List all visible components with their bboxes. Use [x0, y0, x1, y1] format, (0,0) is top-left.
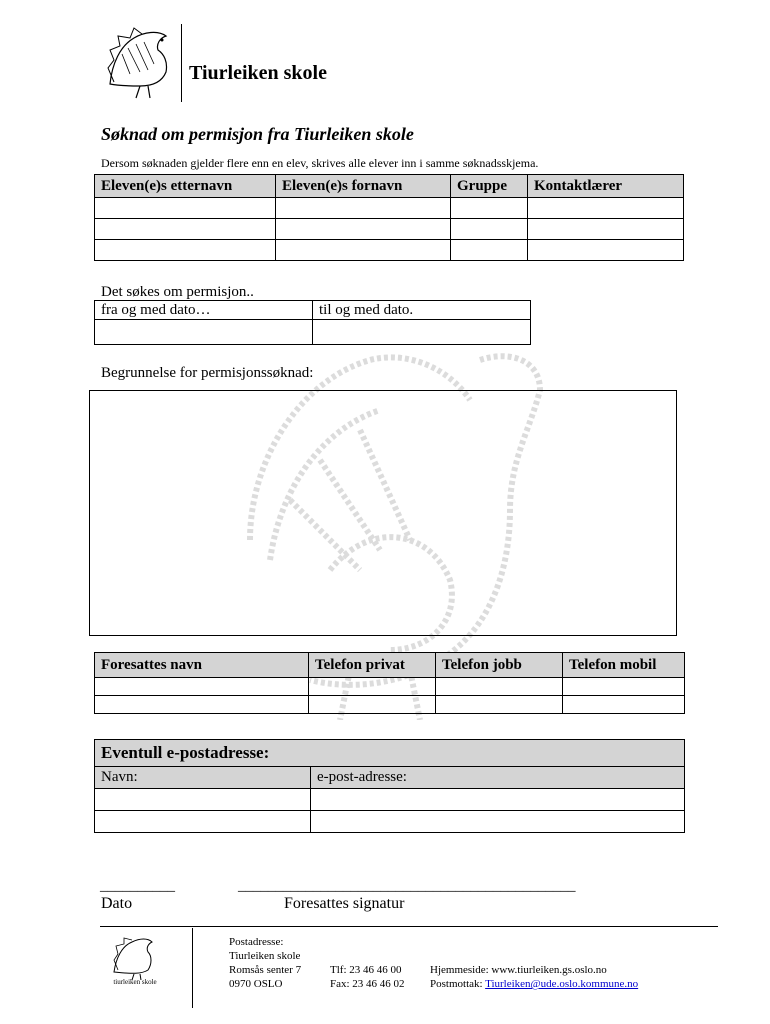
- guardian-name-cell[interactable]: [95, 678, 309, 696]
- guardian-signature-label: Foresattes signatur: [284, 895, 405, 912]
- students-table: [94, 174, 684, 261]
- phone-mobile-cell[interactable]: [563, 696, 685, 714]
- phone-mobile-cell[interactable]: [563, 678, 685, 696]
- footer-homepage: Hjemmeside: www.tiurleiken.gs.oslo.no: [430, 964, 607, 976]
- footer-address: [229, 935, 301, 991]
- firstname-cell[interactable]: [276, 240, 451, 261]
- footer-divider: [100, 926, 718, 927]
- column-header-surname: Eleven(e)s etternavn: [95, 175, 276, 198]
- group-cell[interactable]: [451, 240, 528, 261]
- date-label: Dato: [101, 895, 133, 912]
- permission-heading: Det søkes om permisjon..: [101, 284, 254, 300]
- footer-vertical-divider: [192, 928, 193, 1008]
- to-date-field[interactable]: [313, 320, 531, 345]
- column-header-phone-private: Telefon privat: [309, 653, 436, 678]
- school-logo-icon: [100, 24, 180, 100]
- to-date-label: til og med dato.: [313, 301, 531, 320]
- guardians-table: [94, 652, 685, 714]
- column-header-firstname: Eleven(e)s fornavn: [276, 175, 451, 198]
- surname-cell[interactable]: [95, 219, 276, 240]
- footer-postmottak-label: Postmottak:: [430, 978, 486, 990]
- contact-teacher-cell[interactable]: [528, 219, 684, 240]
- name-column-label: Navn:: [95, 767, 311, 789]
- name-cell[interactable]: [95, 811, 311, 833]
- form-title: Søknad om permisjon fra Tiurleiken skole: [101, 124, 414, 144]
- date-signature-line[interactable]: __________: [100, 878, 175, 894]
- column-header-contact-teacher: Kontaktlærer: [528, 175, 684, 198]
- reason-label: Begrunnelse for permisjonssøknad:: [101, 365, 314, 381]
- group-cell[interactable]: [451, 198, 528, 219]
- table-row: [95, 696, 685, 714]
- column-header-phone-mobile: Telefon mobil: [563, 653, 685, 678]
- guardian-signature-line[interactable]: _____________________________________________: [238, 878, 576, 894]
- surname-cell[interactable]: [95, 240, 276, 261]
- footer-postadresse-label: Postadresse:: [229, 936, 284, 948]
- footer-fax: Fax: 23 46 46 02: [330, 978, 405, 990]
- table-row: [95, 240, 684, 261]
- footer-logo-icon: [108, 932, 160, 980]
- footer-postcode: 0970 OSLO: [229, 978, 283, 990]
- column-header-guardian-name: Foresattes navn: [95, 653, 309, 678]
- reason-textbox[interactable]: [89, 390, 677, 636]
- footer-street: Romsås senter 7: [229, 964, 302, 976]
- column-header-group: Gruppe: [451, 175, 528, 198]
- email-column-label: e-post-adresse:: [311, 767, 685, 789]
- footer-email-link[interactable]: Tiurleiken@ude.oslo.kommune.no: [485, 978, 639, 990]
- footer-phone: [330, 963, 405, 991]
- email-table: [94, 739, 685, 833]
- firstname-cell[interactable]: [276, 198, 451, 219]
- email-cell[interactable]: [311, 789, 685, 811]
- guardian-name-cell[interactable]: [95, 696, 309, 714]
- firstname-cell[interactable]: [276, 219, 451, 240]
- contact-teacher-cell[interactable]: [528, 198, 684, 219]
- email-table-heading: Eventull e-postadresse:: [95, 740, 685, 767]
- column-header-phone-work: Telefon jobb: [436, 653, 563, 678]
- school-name: Tiurleiken skole: [189, 62, 327, 84]
- from-date-label: fra og med dato…: [95, 301, 313, 320]
- surname-cell[interactable]: [95, 198, 276, 219]
- table-row: [95, 678, 685, 696]
- footer-logo-text: tiurleiken skole: [113, 978, 157, 986]
- phone-work-cell[interactable]: [436, 678, 563, 696]
- footer-school-name: Tiurleiken skole: [229, 950, 301, 962]
- footer-web: [430, 963, 638, 991]
- form-intro: Dersom søknaden gjelder flere enn en elev, skrives alle elever inn i samme søknadsskjema.: [101, 156, 539, 170]
- table-header-row: [95, 653, 685, 678]
- from-date-field[interactable]: [95, 320, 313, 345]
- phone-private-cell[interactable]: [309, 696, 436, 714]
- email-cell[interactable]: [311, 811, 685, 833]
- dates-table: [94, 300, 531, 345]
- header-divider: [181, 24, 182, 102]
- group-cell[interactable]: [451, 219, 528, 240]
- footer-tlf: Tlf: 23 46 46 00: [330, 964, 402, 976]
- table-row: [95, 219, 684, 240]
- name-cell[interactable]: [95, 789, 311, 811]
- table-header-row: [95, 175, 684, 198]
- table-row: [95, 198, 684, 219]
- table-row: [95, 811, 685, 833]
- phone-work-cell[interactable]: [436, 696, 563, 714]
- table-row: [95, 789, 685, 811]
- contact-teacher-cell[interactable]: [528, 240, 684, 261]
- phone-private-cell[interactable]: [309, 678, 436, 696]
